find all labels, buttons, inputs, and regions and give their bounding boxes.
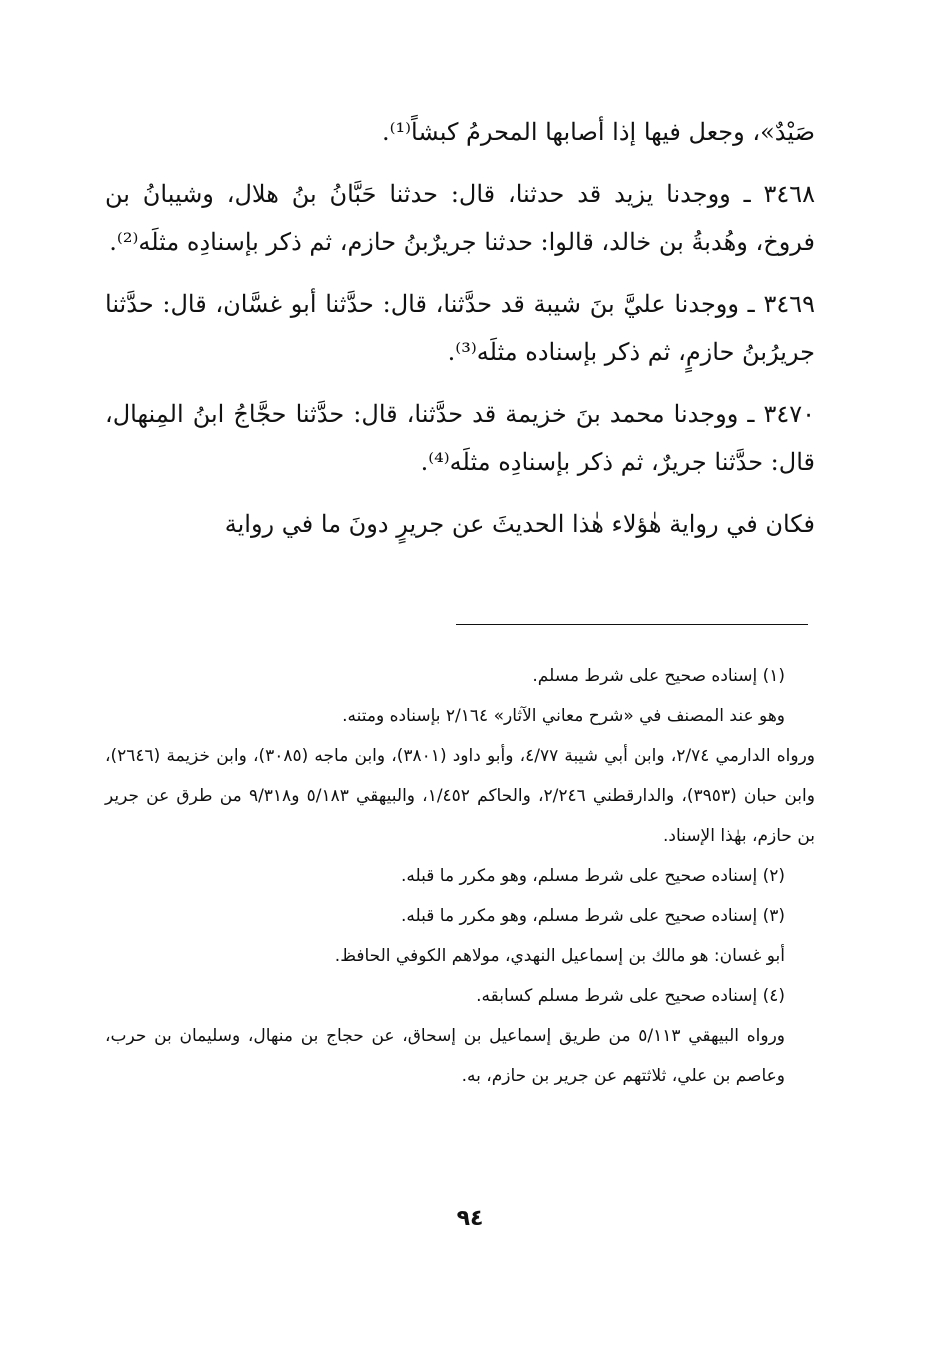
footnote-separator [456, 624, 808, 625]
hadith-3469: ٣٤٦٩ ـ ووجدنا عليَّ بنَ شيبة قد حدَّثنا، قال: حدَّثنا أبو غسَّان، قال: حدَّثنا جريرُبنُ حازمٍ، ثم ذكر بإسناده مثلَه⁽³⁾. [105, 290, 815, 366]
footnote-1: (١) إسناده صحيح على شرط مسلم. [532, 666, 785, 686]
footnote-3-note: أبو غسان: هو مالك بن إسماعيل النهدي، مولاهم الكوفي الحافظ. [334, 946, 785, 966]
hadith-3470: ٣٤٧٠ ـ ووجدنا محمد بنَ خزيمة قد حدَّثنا، قال: حدَّثنا حجَّاجُ ابنُ المِنهال، قال: حدَّثنا جريرٌ، ثم ذكر بإسنادِه مثلَه⁽⁴⁾. [105, 400, 815, 476]
hadith-3468: ٣٤٦٨ ـ ووجدنا يزيد قد حدثنا، قال: حدثنا حَبَّانُ بنُ هلال، وشيبانُ بن فروخ، وهُدبةُ بن خالد، قالوا: حدثنا جريرٌبنُ حازم، ثم ذكر بإسنادِه مثلَه⁽²⁾. [105, 180, 815, 256]
paragraph-commentary: فكان في رواية هٰؤلاء هٰذا الحديثَ عن جريرٍ دونَ ما في رواية [224, 510, 815, 538]
footnote-3: (٣) إسناده صحيح على شرط مسلم، وهو مكرر ما قبله. [400, 906, 785, 926]
footnotes [105, 656, 815, 1096]
paragraph-continuation: صَيْدٌ»، وجعل فيها إذا أصابها المحرمُ كبشاً⁽¹⁾. [381, 118, 815, 146]
footnote-2: (٢) إسناده صحيح على شرط مسلم، وهو مكرر ما قبله. [400, 866, 785, 886]
footnote-4: (٤) إسناده صحيح على شرط مسلم كسابقه. [476, 986, 785, 1006]
footnote-1-references: ورواه الدارمي ٢/٧٤، وابن أبي شيبة ٤/٧٧، وأبو داود (٣٨٠١)، وابن ماجه (٣٠٨٥)، وابن خزيمة (٢٦٤٦)، وابن حبان (٣٩٥٣)، والدارقطني ٢/٢٤٦، والحاكم ١/٤٥٢، والبيهقي ٥/١٨٣ و٩/٣١٨ من طرق عن جرير بن حازم، بهٰذا الإسناد. [105, 746, 815, 846]
page-number: ٩٤ [456, 1206, 484, 1231]
main-text [105, 108, 815, 562]
footnote-1-source: وهو عند المصنف في «شرح معاني الآثار» ٢/١٦٤ بإسناده ومتنه. [342, 706, 785, 726]
footnote-4-references: ورواه البيهقي ٥/١١٣ من طريق إسماعيل بن إسحاق، عن حجاج بن منهال، وسليمان بن حرب، وعاصم بن علي، ثلاثتهم عن جرير بن حازم، به. [105, 1026, 786, 1086]
